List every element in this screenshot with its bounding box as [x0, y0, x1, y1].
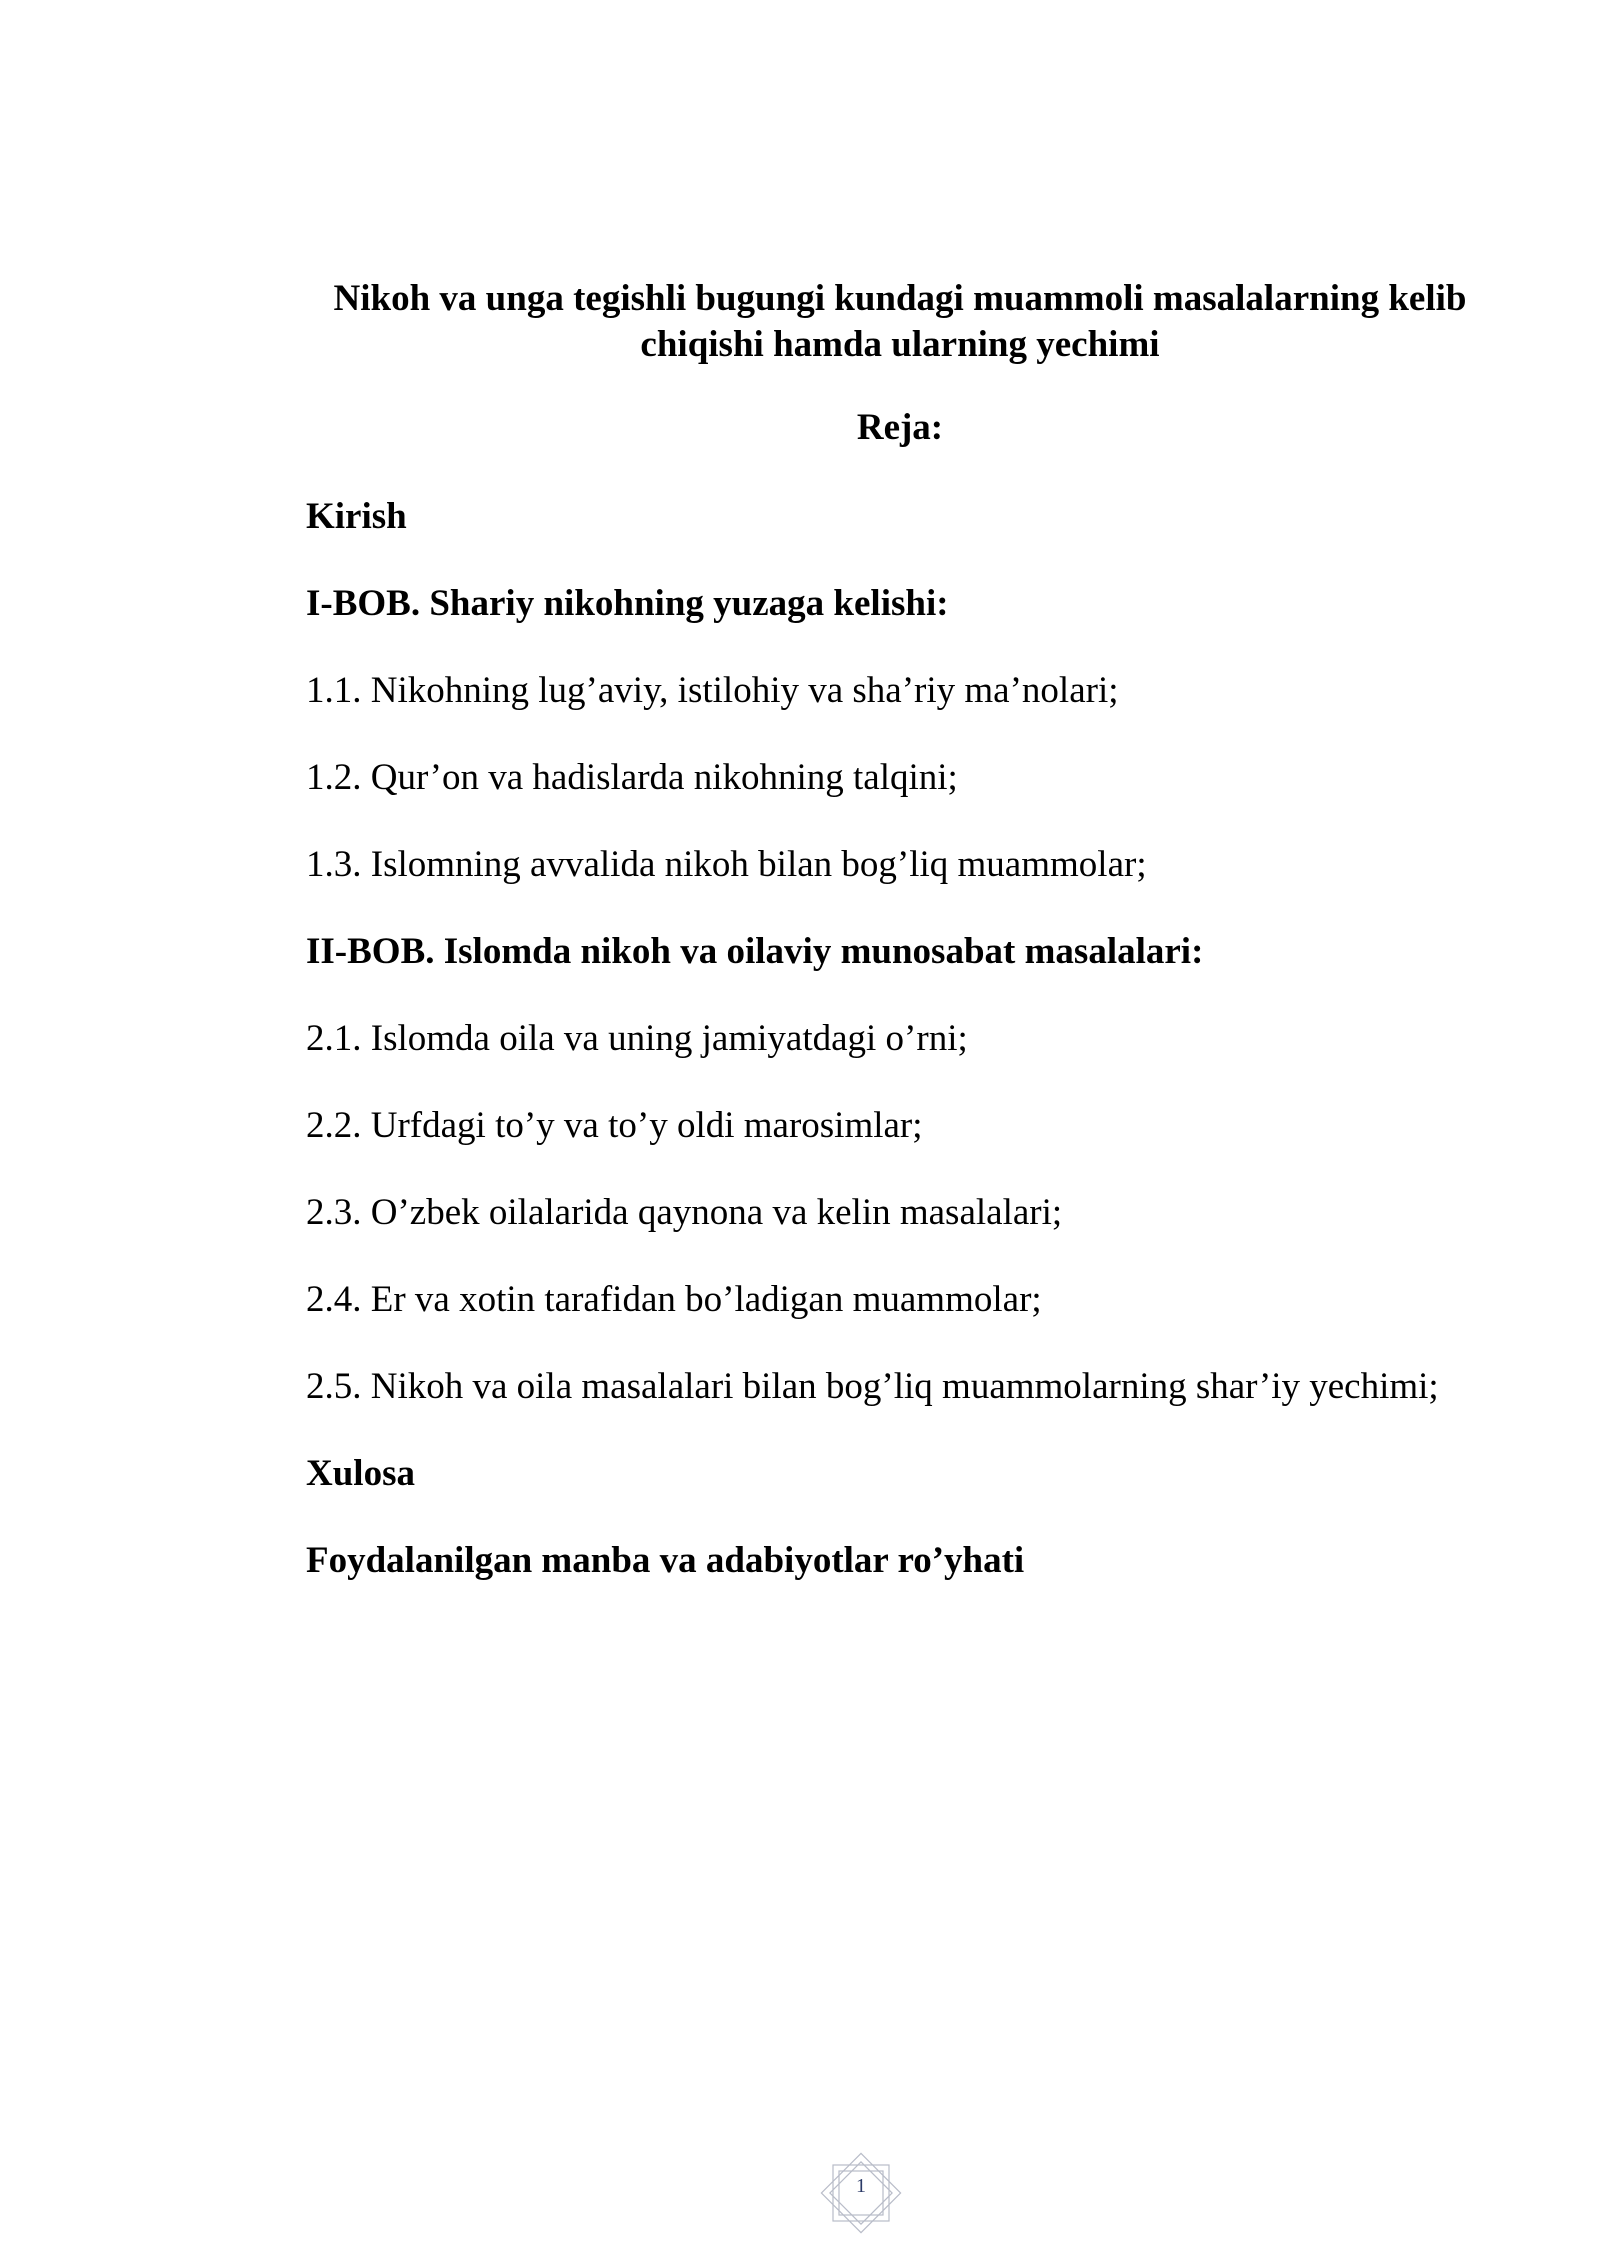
outline-item-1-3: 1.3. Islomning avvalida nikoh bilan bog’liq muammolar;: [306, 844, 1147, 885]
plan-outline: [306, 494, 1506, 1625]
outline-item-introduction: Kirish: [306, 496, 407, 537]
outline-item-2-1: 2.1. Islomda oila va uning jamiyatdagi o’rni;: [306, 1018, 968, 1059]
outline-item-1-2: 1.2. Qur’on va hadislarda nikohning talqini;: [306, 757, 958, 798]
outline-item-2-2: 2.2. Urfdagi to’y va to’y oldi marosimlar;: [306, 1105, 923, 1146]
outline-item-2-4: 2.4. Er va xotin tarafidan bo’ladigan muammolar;: [306, 1279, 1042, 1320]
outline-item-2-3: 2.3. O’zbek oilalarida qaynona va kelin masalalari;: [306, 1192, 1063, 1233]
outline-item-2-5: 2.5. Nikoh va oila masalalari bilan bog’liq muammolarning shar’iy yechimi;: [306, 1366, 1439, 1407]
outline-item-bibliography: Foydalanilgan manba va adabiyotlar ro’yhati: [306, 1540, 1025, 1581]
outline-item-chapter-1: I-BOB. Shariy nikohning yuzaga kelishi:: [306, 583, 949, 624]
document-title-line-2: chiqishi hamda ularning yechimi: [640, 324, 1160, 365]
document-title: [300, 276, 1500, 368]
page-number: 1: [856, 2175, 866, 2197]
document-title-line-1: Nikoh va unga tegishli bugungi kundagi muammoli masalalarning kelib: [333, 278, 1467, 319]
outline-item-chapter-2: II-BOB. Islomda nikoh va oilaviy munosabat masalalari:: [306, 931, 1204, 972]
outline-item-1-1: 1.1. Nikohning lug’aviy, istilohiy va sha’riy ma’nolari;: [306, 670, 1119, 711]
outline-item-conclusion: Xulosa: [306, 1453, 415, 1494]
plan-heading: Reja:: [856, 407, 944, 448]
